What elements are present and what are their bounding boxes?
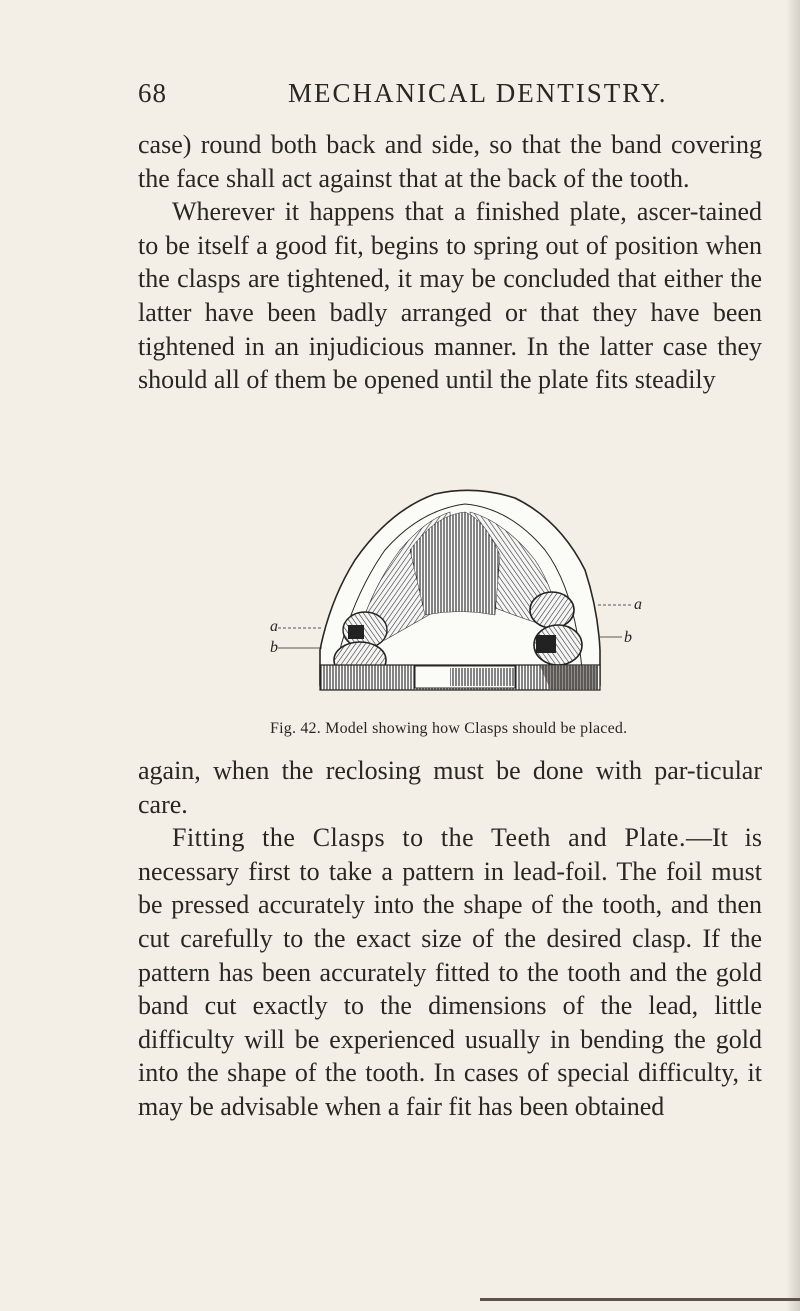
figure-clasp-model (260, 480, 660, 720)
caption-prefix: Fig. 42. (270, 720, 321, 737)
caption-text: Model showing how Clasps should be placed. (325, 720, 628, 737)
paragraph-reclosing: again, when the reclosing must be done with par-ticular care. (138, 756, 762, 819)
plate-window-hatch (450, 668, 514, 686)
section-text: —It is necessary first to take a pattern in lead-foil. The foil must be pressed accurately into the shape of the tooth, and then cut carefully to the exact size of the desired clasp. If the pattern has been accurately fitted to the tooth and the gold band cut exactly to the dimensions of the lead, little difficulty will be experienced usually in bending the gold into the shape of the tooth. In cases of special difficulty, it may be advisable when a fair fit has been obtained (138, 823, 762, 1121)
clasp-band-left (348, 625, 364, 639)
figure-caption (270, 720, 740, 738)
page-edge-shadow (786, 0, 800, 1311)
page-header (138, 78, 758, 114)
paragraph-continuation: case) round both back and side, so that the band covering the face shall act against that at the back of the tooth. (138, 130, 762, 193)
body-text-top (138, 128, 762, 397)
label-a-right: a (634, 596, 642, 613)
clasp-band-right (536, 635, 556, 653)
label-a-left: a (270, 618, 278, 635)
label-b-left: b (270, 639, 278, 656)
paragraph-fitting-clasps (138, 821, 762, 1123)
paragraph-clasps-spring: Wherever it happens that a finished plate, ascer-tained to be itself a good fit, begins to spring out of position when the clasps are tightened, it may be concluded that either the latter have been badly arranged or that they have been tightened in an injudicious manner. In the latter case they should all of them be opened until the plate fits steadily (138, 197, 762, 395)
page-bottom-edge (480, 1298, 800, 1301)
page-number: 68 (138, 78, 167, 108)
body-text-bottom (138, 754, 762, 1124)
tooth-right-upper (530, 592, 574, 628)
section-heading: Fitting the Clasps to the Teeth and Plate. (172, 823, 686, 853)
label-b-right: b (624, 629, 632, 646)
running-title: MECHANICAL DENTISTRY. (288, 78, 668, 108)
plate-right-darken (540, 666, 598, 689)
